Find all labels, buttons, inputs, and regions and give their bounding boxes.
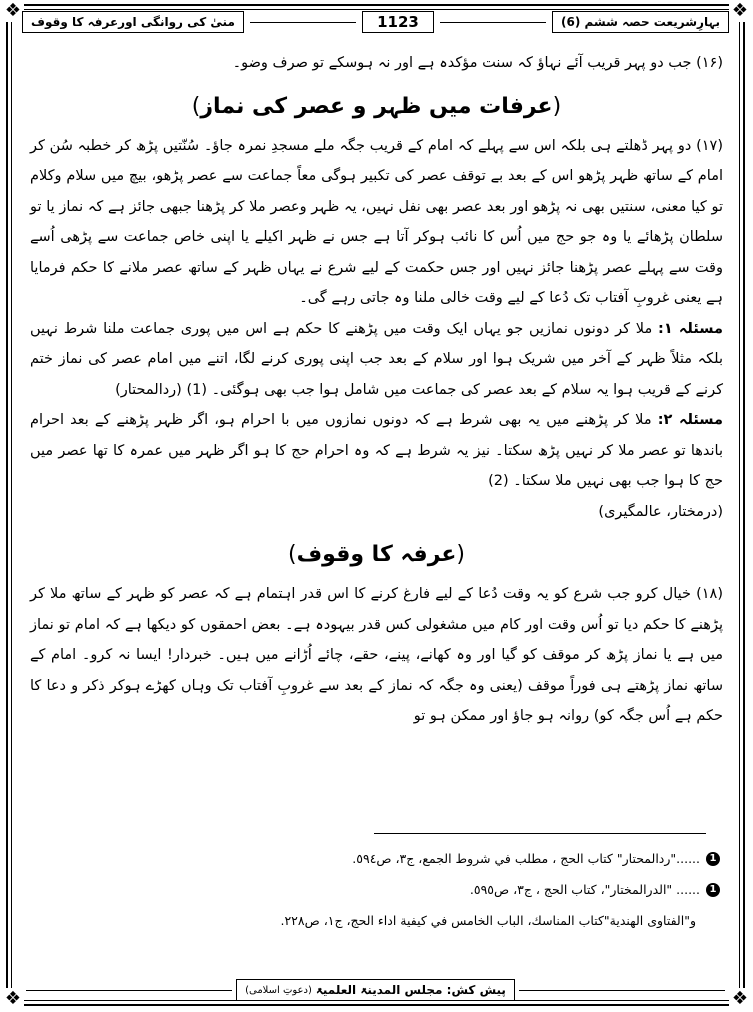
masla-label: مسئلہ ۲: <box>657 412 724 428</box>
footer-rule <box>26 990 232 991</box>
publisher-box <box>236 979 515 1001</box>
page-number: 1123 <box>362 11 434 33</box>
page-header <box>22 9 729 35</box>
masla-text: ملا کر پڑھنے میں یہ بھی شرط ہے کہ دونوں نمازوں میں با احرام ہو، اگر ظہر پڑھنے کے بعد احرام باندھا تو عصر ملا کر نہیں پڑھ سکتا۔ نیز یہ شرط ہے کہ وہ احرام حج کا ہو اگر ظہر میں عمرہ کا تھا عصر میں حج کا ہوا جب بھی نہیں ملا سکتا۔ (2) <box>30 412 723 489</box>
footnote-1 <box>40 843 720 874</box>
main-text <box>30 48 723 732</box>
footnote-3 <box>40 905 720 936</box>
corner-ornament-icon: ❖ <box>729 988 751 1010</box>
masla-2 <box>30 405 723 497</box>
masla-text: ملا کر دونوں نمازیں جو یہاں ایک وقت میں پڑھنے کا حکم ہے اس میں پوری جماعت ملنا شرط نہیں بلکہ مثلاً ظہر کے آخر میں شریک ہوا اور سلام کے بعد جب اپنی پوری کرنے لگا، اتنے میں امام عصر کی نماز ختم کرنے کے قریب ہوا یہ سلام کے بعد عصر کی جماعت میں شامل ہوا جب بھی ہوگئی۔ (1) (ردالمحتار) <box>30 320 723 398</box>
footnote-text: ......"ردالمحتار" كتاب الحج ، مطلب في شروط الجمع، ج٣، ص٥٩٤. <box>352 851 700 866</box>
header-rule <box>250 22 356 23</box>
corner-ornament-icon: ❖ <box>2 0 24 22</box>
heading-text: عرفات میں ظہر و عصر کی نماز <box>200 93 553 119</box>
publisher-note: (دعوتِ اسلامی) <box>245 984 312 996</box>
page-footer <box>22 978 729 1002</box>
reference: (درمختار، عالمگیری) <box>598 503 723 520</box>
book-title: بہارِشریعت حصہ ششم (6) <box>552 11 729 33</box>
heading-text: عرفہ کا وقوف <box>296 542 457 567</box>
header-rule <box>440 22 546 23</box>
footnotes <box>40 843 720 936</box>
masla-label: مسئلہ ۱: <box>658 320 723 337</box>
footnote-marker: 1 <box>706 883 720 897</box>
footnote-marker: 1 <box>706 852 720 866</box>
paragraph-16: (۱۶) جب دو پہر قریب آئے نہاؤ کہ سنت مؤکدہ ہے اور نہ ہوسکے تو صرف وضو۔ <box>232 55 723 71</box>
masla-1 <box>30 314 723 406</box>
footnote-text: و"الفتاوى الهندية"كتاب المناسك، الباب الخامس في كيفية اداء الحج، ج١، ص٢٢٨. <box>280 913 696 928</box>
paragraph-18: (۱۸) خیال کرو جب شرع کو یہ وقت دُعا کے لیے فارغ کرنے کا اس قدر اہتمام ہے کہ عصر کو ظہر کے ساتھ ملا کر پڑھنے کا حکم دیا تو اُس وقت اور کام میں مشغولی کس قدر بیہودہ ہے۔ بعض احمقوں کو دیکھا ہے کہ امام تو نماز میں ہے یا نماز پڑھ کر موقف کو گیا اور وہ کھانے، پینے، حقے، چائے اُڑانے میں ہیں۔ خبردار! ایسا نہ کرو۔ امام کے ساتھ نماز پڑھتے ہی فوراً موقف (یعنی وہ جگہ کہ نماز کے بعد سے غروبِ آفتاب تک وہاں کھڑے ہوکر ذکر و دعا کا حکم ہے اُس جگہ کو) روانہ ہو جاؤ اور ممکن ہو تو <box>30 586 723 724</box>
footer-rule <box>519 990 725 991</box>
paragraph-17: (۱۷) دو پہر ڈھلتے ہی بلکہ اس سے پہلے کہ امام کے قریب جگہ ملے مسجدِ نمرہ جاؤ۔ سُنّتیں پڑھ کر خطبہ سُن کر امام کے ساتھ ظہر پڑھو اس کے بعد بے توقف عصر کی تکبیر ہوگی معاً جماعت سے عصر پڑھو، بیچ میں سلام وکلام تو کیا معنی، سنتیں بھی نہ پڑھو اور بعد عصر بھی نفل نہیں، یہ ظہر وعصر ملا کر پڑھنا جبھی جائز ہے کہ نماز یا تو سلطان پڑھائے یا وہ جو حج میں اُس کا نائب ہوکر آتا ہے جس نے ظہر اکیلے یا اپنی خاص جماعت سے پڑھی اُسے وقت سے پہلے عصر پڑھنا جائز نہیں اور جس حکمت کے لیے شرع نے یہاں ظہر کے ساتھ عصر ملانے کا حکم فرمایا ہے یعنی غروبِ آفتاب تک دُعا کے لیے وقت خالی ملنا وہ جاتی رہے گی۔ <box>30 137 723 306</box>
section-heading-wuquf: (عرفہ کا وقوف) <box>288 542 465 567</box>
footnote-text: ...... "الدرالمختار"، كتاب الحج ، ج٣، ص٥٩٥. <box>469 882 700 897</box>
publisher-name: پیش کش: مجلس المدینۃ العلمیۃ <box>315 983 506 997</box>
section-heading-prayers: (عرفات میں ظہر و عصر کی نماز) <box>191 93 562 119</box>
chapter-title: منیٰ کی روانگی اورعرفہ کا وقوف <box>22 11 244 33</box>
corner-ornament-icon: ❖ <box>2 988 24 1010</box>
footnote-divider <box>374 833 706 834</box>
footnote-2 <box>40 874 720 905</box>
corner-ornament-icon: ❖ <box>729 0 751 22</box>
